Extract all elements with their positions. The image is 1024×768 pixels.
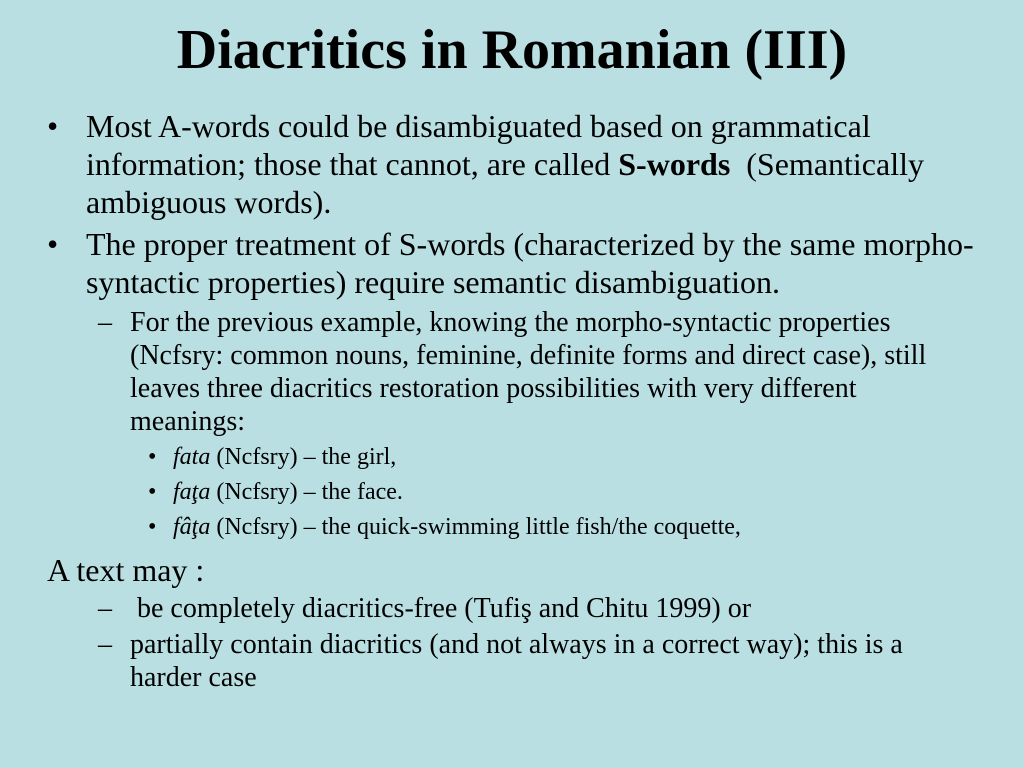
bullet-s-words [0, 107, 1024, 221]
bullet-proper-treatment [0, 225, 1024, 301]
dash-marker: – [98, 629, 112, 660]
bullet-marker: • [47, 108, 59, 144]
slide-title: Diacritics in Romanian (III) [176, 19, 848, 81]
example-meaning: (Ncfsry) – the face. [210, 479, 403, 505]
bullet-marker: • [148, 514, 157, 540]
bullet-text: Most A-words could be disambiguated based on grammatical information; those that cannot, are called [86, 108, 871, 182]
text-may-item-text: be completely diacritics-free (Tufiş and Chitu 1999) or [130, 593, 752, 624]
example-fata-circumflex [0, 513, 1024, 542]
dash-marker: – [98, 593, 112, 624]
example-fata [0, 443, 1024, 472]
example-word: faţa [173, 479, 211, 505]
example-word: fata [173, 444, 211, 470]
slide-content [0, 107, 1024, 694]
sub-bullet-text: For the previous example, knowing the morpho-syntactic properties (Ncfsry: common nouns, feminine, definite forms and direct case), still leaves three diacritics restoration possibilities with very different meanings: [130, 307, 927, 437]
text-may-heading: A text may : [47, 552, 205, 588]
bullet-text-end: (Semantically ambiguous words). [86, 146, 932, 220]
bullet-marker: • [148, 444, 157, 470]
bullet-text: The proper treatment of S-words (characterized by the same morpho-syntactic properties) require semantic disambiguation. [86, 226, 974, 300]
example-fata-cedilla [0, 478, 1024, 507]
bullet-marker: • [47, 226, 59, 262]
dash-marker: – [98, 307, 112, 338]
s-words-term: S-words [618, 146, 731, 182]
bullet-marker: • [148, 479, 157, 505]
example-meaning: (Ncfsry) – the girl, [210, 444, 397, 470]
example-word: fâţa [173, 514, 211, 540]
sub-bullet-previous-example [0, 306, 1024, 438]
example-meaning: (Ncfsry) – the quick-swimming little fish/the coquette, [210, 514, 741, 540]
text-may-item-diacritics-free [0, 592, 1024, 625]
text-may-item-partial-diacritics [0, 628, 1024, 694]
text-may-item-text: partially contain diacritics (and not always in a correct way); this is a harder case [130, 629, 903, 693]
